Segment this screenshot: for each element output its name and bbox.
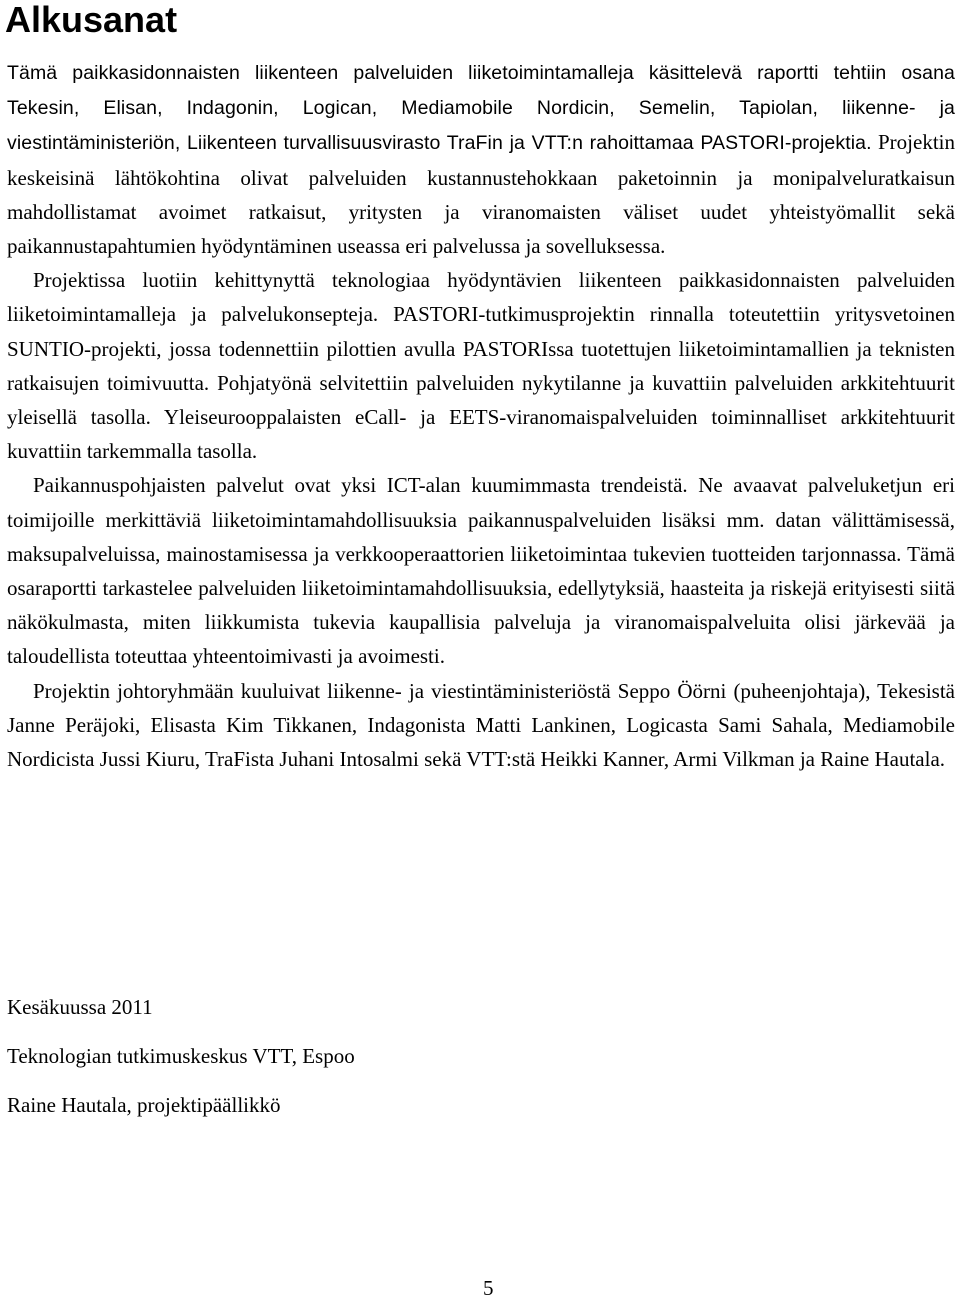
paragraph-3: Paikannuspohjaisten palvelut ovat yksi ICT-alan kuumimmasta trendeistä. Ne avaavat palveluketjun eri toimijoille merkittäviä liiketoimintamahdollisuuksia paikannuspalveluiden lisäksi mm. datan välittämisessä, maksupalveluissa, mainostamisessa ja verkkooperaattorien liiketoimintaa tukevien tuotteiden tarjonnassa. Tämä osaraportti tarkastelee palveluiden liiketoimintamahdollisuuksia, edellytyksiä, haasteita ja riskejä erityisesti siitä näkökulmasta, miten liikkumista tukevia kaupallisia palveluja ja viranomaispalveluita olisi järkevää ja taloudellista toteuttaa yhteentoimivasti ja avoimesti. (7, 473, 955, 669)
signature-organization: Teknologian tutkimuskeskus VTT, Espoo (7, 1044, 355, 1068)
paragraph-1-rest: Projektin keskeisinä lähtökohtina olivat palveluiden kustannustehokkaan paketoinnin ja monipalveluratkaisun mahdollistamat avoimet ratkaisut, yritysten ja viranomaisten väliset uudet yhteistyömallit sekä paikannustapahtumien hyödyntäminen useassa eri palvelussa ja sovelluksessa. (7, 130, 955, 259)
paragraph-2: Projektissa luotiin kehittynyttä teknologiaa hyödyntävien liikenteen paikkasidonnaisten palveluiden liiketoimintamalleja ja palvelukonsepteja. PASTORI-tutkimusprojektin rinnalla toteutettiin yritysvetoinen SUNTIO-projekti, jossa todennettiin pilottien avulla PASTORIssa tuotettujen liiketoimintamallien ja teknisten ratkaisujen toimivuutta. Pohjatyönä selvitettiin palveluiden nykytilanne ja kuvattiin palveluiden arkkitehtuurit yleisellä tasolla. Yleiseurooppalaisten eCall- ja EETS-viranomaispalveluiden toiminnalliset arkkitehtuurit kuvattiin tarkemmalla tasolla. (7, 268, 955, 464)
document-body (7, 55, 955, 776)
signature-author: Raine Hautala, projektipäällikkö (7, 1093, 281, 1117)
signature-date: Kesäkuussa 2011 (7, 995, 153, 1019)
paragraph-1-intro: Tämä paikkasidonnaisten liikenteen palveluiden liiketoimintamalleja käsittelevä raportti tehtiin osana Tekesin, Elisan, Indagonin, Logican, Mediamobile Nordicin, Semelin, Tapiolan, liikenne- ja viestintäministeriön, Liikenteen turvallisuusvirasto TraFin ja VTT:n rahoittamaa PASTORI-projektia. (7, 62, 955, 155)
page-title: Alkusanat (5, 0, 178, 40)
paragraph-1 (7, 55, 955, 263)
paragraph-4: Projektin johtoryhmään kuuluivat liikenne- ja viestintäministeriöstä Seppo Öörni (puheenjohtaja), Tekesistä Janne Peräjoki, Elisasta Kim Tikkanen, Indagonista Matti Lankinen, Logicasta Sami Sahala, Mediamobile Nordicista Jussi Kiuru, TraFista Juhani Intosalmi sekä VTT:stä Heikki Kanner, Armi Vilkman ja Raine Hautala. (7, 678, 955, 772)
page-number: 5 (483, 1276, 494, 1300)
